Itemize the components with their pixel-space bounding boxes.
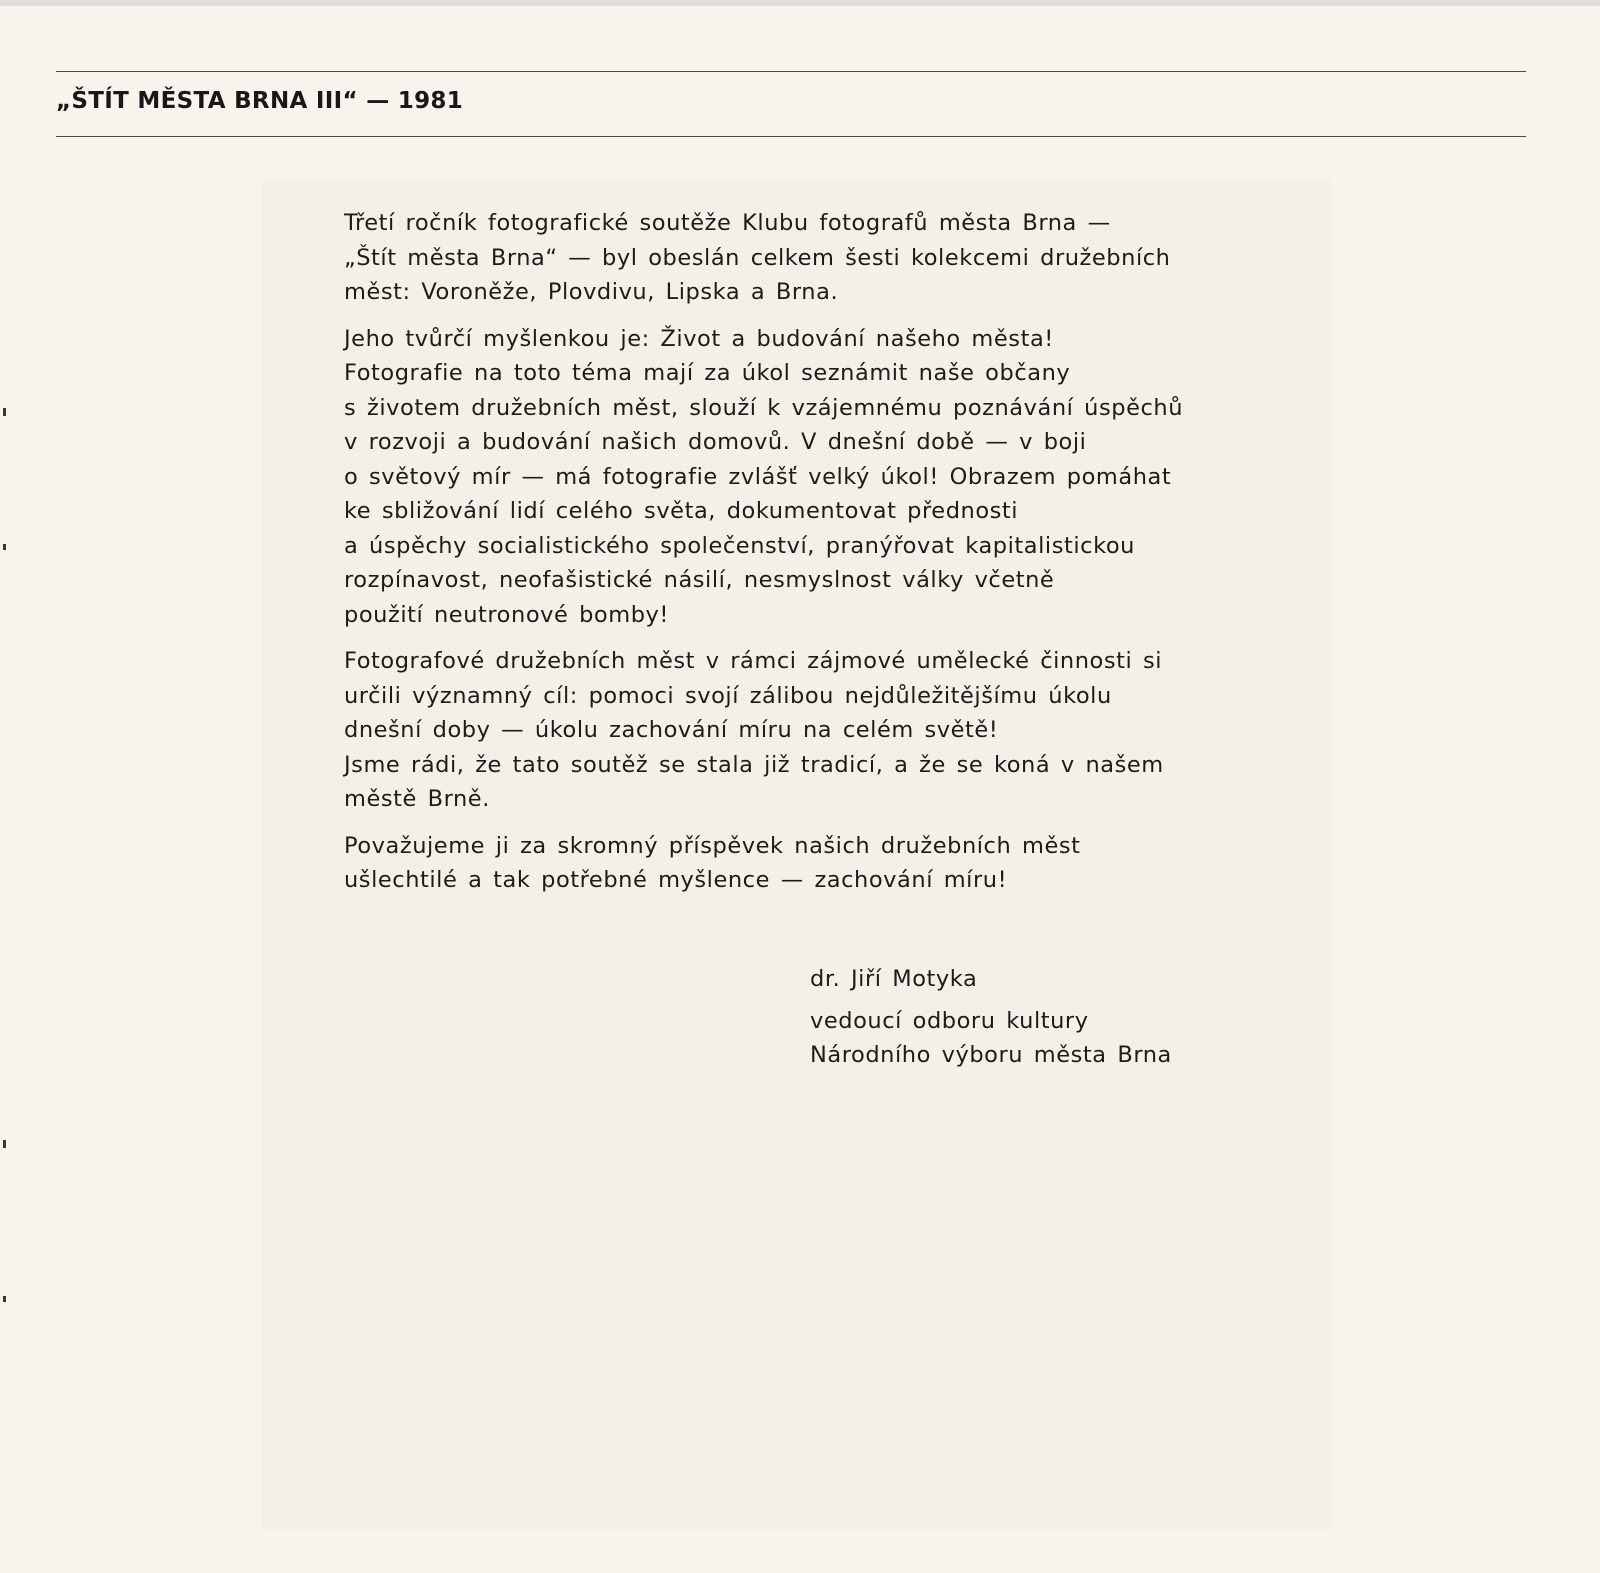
signature-block bbox=[810, 962, 1172, 1072]
text-line: určili významný cíl: pomoci svojí zálibou nejdůležitějšímu úkolu bbox=[344, 682, 1112, 709]
paragraph-2 bbox=[344, 322, 1244, 633]
header-rule-bottom bbox=[56, 136, 1526, 137]
text-line: „Štít města Brna“ — byl obeslán celkem šesti kolekcemi družebních bbox=[344, 244, 1171, 271]
text-line: rozpínavost, neofašistické násilí, nesmyslnost války včetně bbox=[344, 567, 1055, 593]
edge-mark bbox=[3, 544, 6, 550]
text-line: a úspěchy socialistického společenství, pranýřovat kapitalistickou bbox=[344, 532, 1135, 559]
paragraph-1 bbox=[344, 206, 1244, 310]
text-line: Třetí ročník fotografické soutěže Klubu fotografů města Brna — bbox=[344, 210, 1111, 236]
text-line: použití neutronové bomby! bbox=[344, 601, 669, 628]
paragraph-4 bbox=[344, 829, 1244, 898]
body-text bbox=[344, 206, 1244, 910]
signature-name: dr. Jiří Motyka bbox=[810, 966, 978, 992]
page-title: „ŠTÍT MĚSTA BRNA III“ — 1981 bbox=[56, 88, 464, 114]
edge-mark bbox=[3, 408, 6, 416]
page-top-edge bbox=[0, 0, 1600, 6]
text-line: měst: Voroněže, Plovdivu, Lipska a Brna. bbox=[344, 279, 839, 305]
text-line: Fotografové družebních měst v rámci zájmové umělecké činnosti si bbox=[344, 648, 1163, 674]
edge-mark bbox=[3, 1140, 6, 1148]
paragraph-3 bbox=[344, 644, 1244, 817]
text-line: s životem družebních měst, slouží k vzájemnému poznávání úspěchů bbox=[344, 394, 1184, 421]
text-line: ušlechtilé a tak potřebné myšlence — zachování míru! bbox=[344, 867, 1008, 893]
header-rule-top bbox=[56, 71, 1526, 72]
text-line: Fotografie na toto téma mají za úkol seznámit naše občany bbox=[344, 360, 1071, 386]
text-line: v rozvoji a budování našich domovů. V dnešní době — v boji bbox=[344, 429, 1087, 455]
text-line: o světový mír — má fotografie zvlášť velký úkol! Obrazem pomáhat bbox=[344, 463, 1172, 490]
text-line: dnešní doby — úkolu zachování míru na celém světě! bbox=[344, 717, 999, 743]
signature-organization: Národního výboru města Brna bbox=[810, 1042, 1172, 1068]
signature-role: vedoucí odboru kultury bbox=[810, 1008, 1089, 1034]
edge-mark bbox=[3, 1296, 6, 1302]
text-line: Považujeme ji za skromný příspěvek našich družebních měst bbox=[344, 832, 1081, 859]
text-line: Jeho tvůrčí myšlenkou je: Život a budování našeho města! bbox=[344, 325, 1054, 352]
text-line: Jsme rádi, že tato soutěž se stala již tradicí, a že se koná v našem bbox=[344, 751, 1164, 778]
text-line: městě Brně. bbox=[344, 786, 490, 812]
text-line: ke sbližování lidí celého světa, dokumentovat přednosti bbox=[344, 498, 1019, 524]
